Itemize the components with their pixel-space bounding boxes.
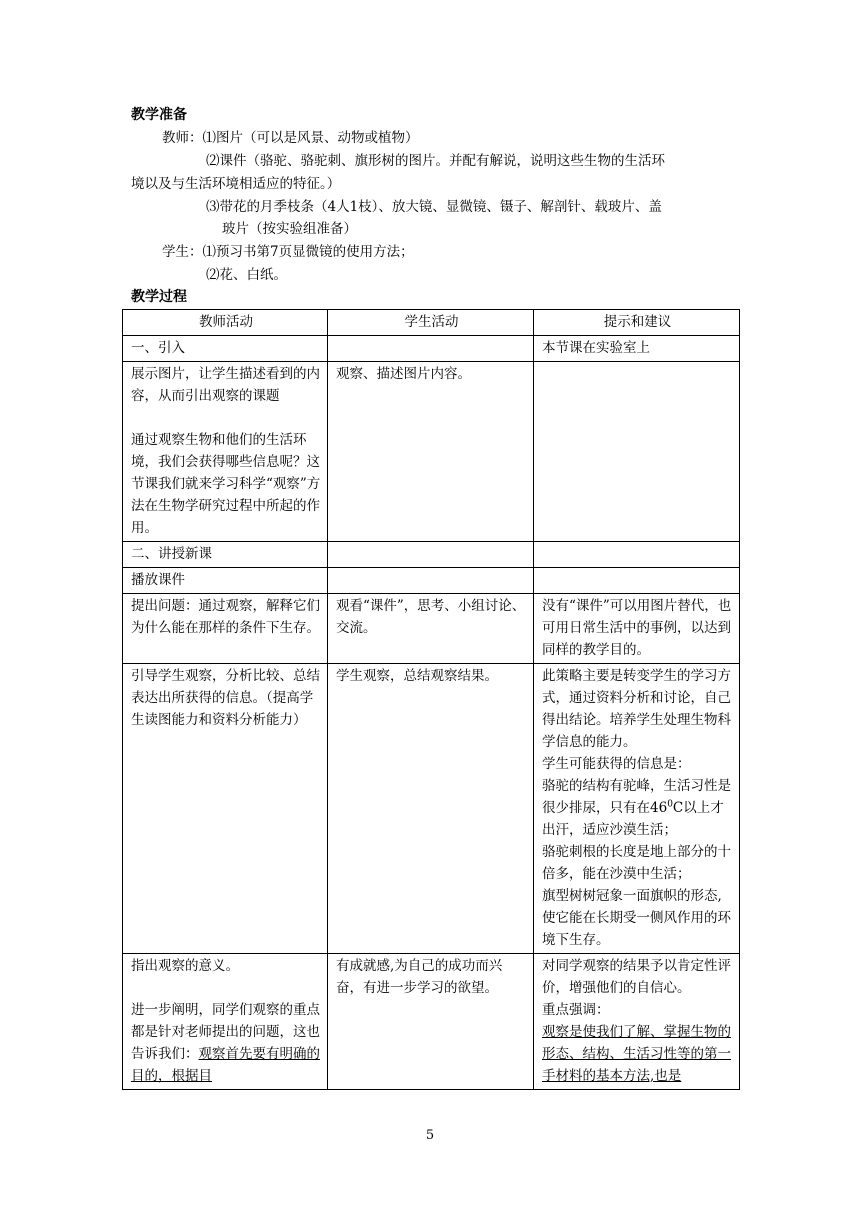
col-header-hint: 提示和建议 — [534, 310, 740, 336]
material-3-line-2: 玻片（按实验组准备） — [222, 221, 357, 237]
cell-teacher — [123, 362, 328, 542]
cell-teacher: 播放课件 — [123, 568, 328, 594]
cell-hint — [534, 542, 740, 568]
cell-hint — [534, 362, 740, 542]
underlined-text: 观察是使我们了解、掌握生物的形态、结构、生活习性等的第一手材料的基本方法,也是 — [542, 1024, 731, 1084]
cell-student: 观察、描述图片内容。 — [328, 362, 534, 542]
cell-student — [328, 336, 534, 362]
prep-heading: 教学准备 — [131, 107, 187, 123]
cell-paragraph: 通过观察生物和他们的生活环境，我们会获得哪些信息呢？这节课我们就来学习科学“观察”方法在生物学研究过程中所起的作用。 — [131, 432, 321, 536]
cell-hint: 没有“课件”可以用图片替代，也可用日常生活中的事例，以达到同样的教学目的。 — [534, 594, 740, 664]
cell-teacher: 引导学生观察，分析比较、总结表达出所获得的信息。（提高学生读图能力和资料分析能力） — [123, 664, 328, 954]
cell-teacher: 二、讲授新课 — [123, 542, 328, 568]
cell-teacher: 提出问题：通过观察，解释它们为什么能在那样的条件下生存。 — [123, 594, 328, 664]
cell-paragraph: 骆驼刺根的长度是地上部分的十倍多，能在沙漠中生活； — [542, 844, 731, 882]
table-row — [123, 568, 740, 594]
cell-paragraph: 学生可能获得的信息是： — [542, 756, 691, 772]
teacher-materials-1 — [162, 127, 419, 149]
cell-paragraph: 指出观察的意义。 — [131, 958, 239, 974]
cell-hint — [534, 954, 740, 1090]
text-span: 进一步阐明，同学们观察的重点都是针对老师提出的问题，这也告诉我们： — [131, 1002, 320, 1062]
cell-paragraph — [131, 999, 321, 1087]
material-2-line-2: 境以及与生活环境相适应的特征。） — [131, 176, 341, 192]
table-row — [123, 336, 740, 362]
cell-student: 有成就感,为自己的成功而兴奋，有进一步学习的欲望。 — [328, 954, 534, 1090]
cell-paragraph: 对同学观察的结果予以肯定性评价，增强他们的自信心。 — [542, 958, 731, 996]
table-row — [123, 954, 740, 1090]
student-material-2: ⑵花、白纸。 — [206, 267, 287, 283]
text-span: C以上才出汗，适应沙漠生活； — [542, 800, 724, 838]
cell-hint — [534, 568, 740, 594]
table-row — [123, 362, 740, 542]
cell-student — [328, 568, 534, 594]
cell-paragraph: 旗型树树冠象一面旗帜的形态,使它能在长期受一侧风作用的环境下生存。 — [542, 888, 731, 948]
table-row — [123, 664, 740, 954]
cell-student: 学生观察，总结观察结果。 — [328, 664, 534, 954]
page-number: 5 — [425, 1128, 435, 1143]
student-materials-1 — [162, 241, 414, 263]
cell-hint: 本节课在实验室上 — [534, 336, 740, 362]
process-heading: 教学过程 — [131, 289, 187, 305]
cell-hint — [534, 664, 740, 954]
table-row — [123, 542, 740, 568]
cell-teacher — [123, 954, 328, 1090]
cell-paragraph: 展示图片，让学生描述看到的内容，从而引出观察的课题 — [131, 366, 320, 404]
cell-paragraph: 重点强调： — [542, 1002, 610, 1018]
teaching-process-table — [122, 309, 740, 1090]
table-header-row — [123, 310, 740, 336]
superscript: 0 — [667, 799, 673, 810]
material-2-line-1: ⑵课件（骆驼、骆驼刺、旗形树的图片。并配有解说，说明这些生物的生活环 — [206, 153, 665, 169]
student-label: 学生： — [162, 244, 203, 260]
text-span: 骆驼的结构有驼峰，生活习性是很少排尿，只有在46 — [542, 778, 731, 816]
material-1: ⑴图片（可以是风景、动物或植物） — [202, 130, 419, 146]
table-row — [123, 594, 740, 664]
cell-student: 观看“课件”，思考、小组讨论、交流。 — [328, 594, 534, 664]
col-header-student: 学生活动 — [328, 310, 534, 336]
cell-student — [328, 542, 534, 568]
col-header-teacher: 教师活动 — [123, 310, 328, 336]
cell-teacher: 一、引入 — [123, 336, 328, 362]
underlined-text: 观察首先要有明确的目的，根据目 — [131, 1046, 320, 1084]
student-material-1: ⑴预习书第7页显微镜的使用方法； — [202, 244, 414, 260]
teacher-label: 教师： — [162, 130, 203, 146]
material-3-line-1: ⑶带花的月季枝条（4人1枝）、放大镜、显微镜、镊子、解剖针、载玻片、盖 — [206, 199, 662, 215]
cell-paragraph: 此策略主要是转变学生的学习方式，通过资料分析和讨论，自己得出结论。培养学生处理生物科学信息的能力。 — [542, 668, 731, 750]
cell-paragraph — [542, 775, 733, 841]
